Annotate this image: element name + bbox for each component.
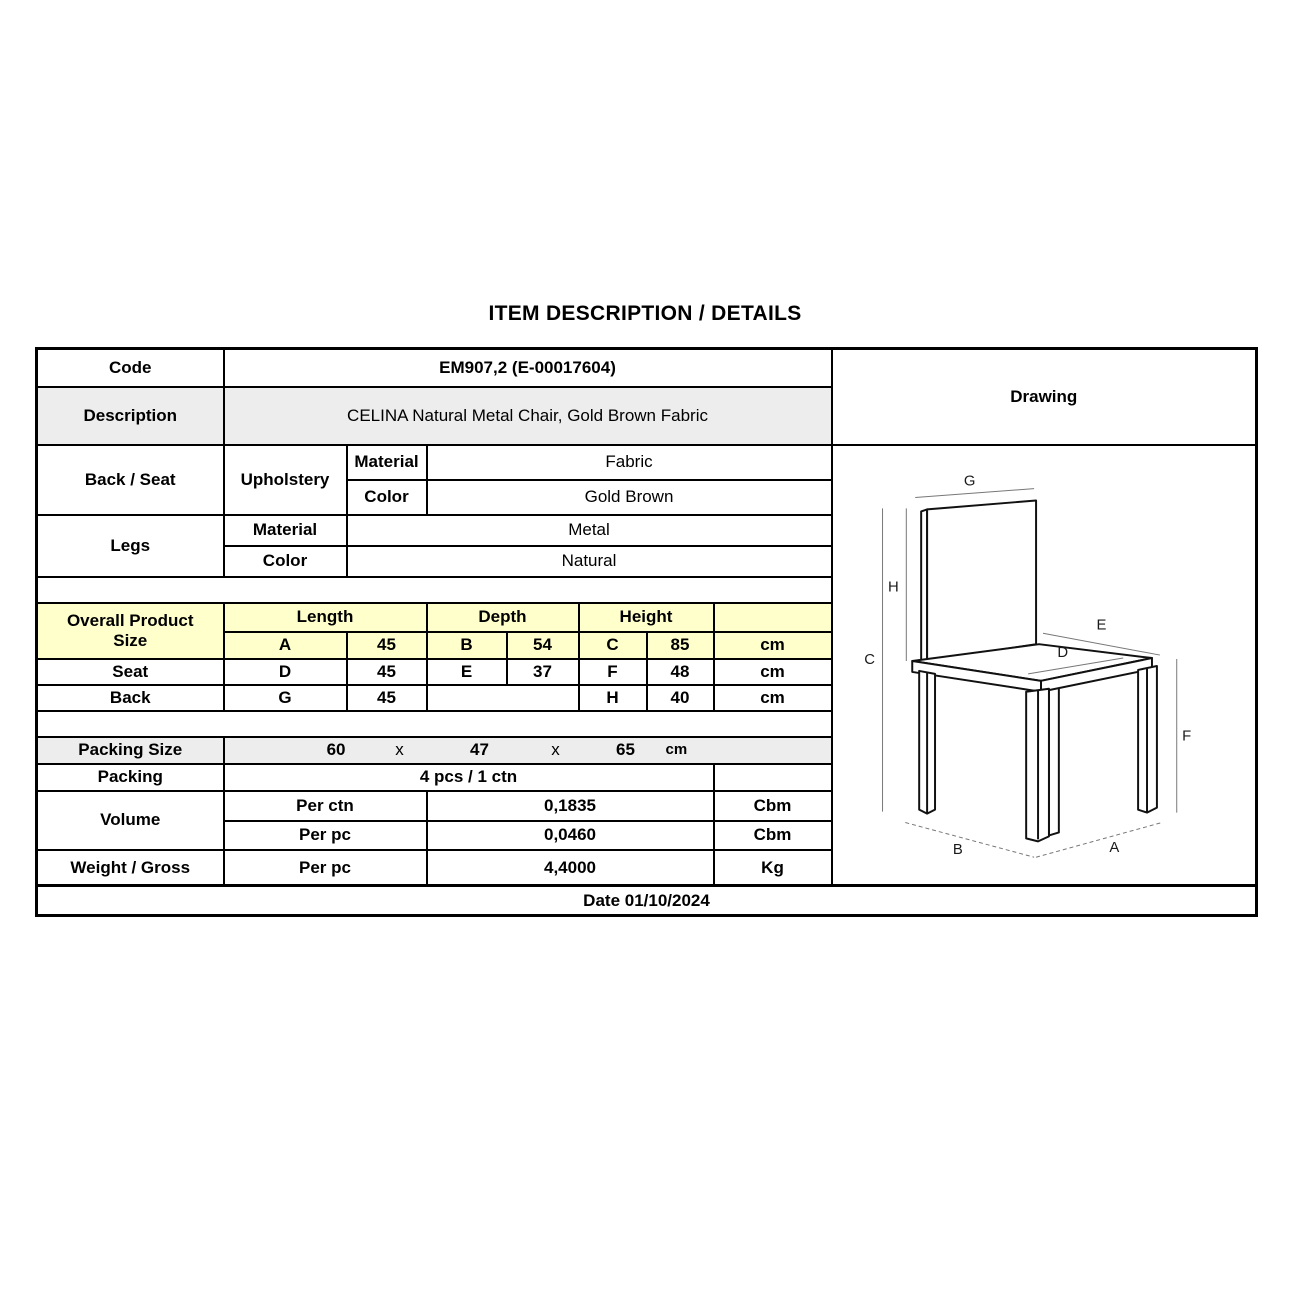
depth-header: Depth	[427, 603, 579, 632]
dim-line-b	[906, 822, 1035, 857]
length-header: Length	[224, 603, 427, 632]
back-height-value: 40	[647, 685, 714, 711]
code-value: EM907,2 (E-00017604)	[224, 349, 832, 387]
back-unit: cm	[714, 685, 832, 711]
volume-per-pc-unit: Cbm	[714, 821, 832, 850]
spacer-cell-2	[37, 711, 832, 737]
spec-table	[35, 347, 1258, 917]
date-row	[37, 886, 1257, 916]
packing-sep-2: x	[551, 740, 560, 760]
overall-depth-key: B	[427, 632, 507, 659]
drawing-header: Drawing	[832, 349, 1257, 445]
description-value: CELINA Natural Metal Chair, Gold Brown Fabric	[224, 387, 832, 445]
overall-depth-value: 54	[507, 632, 579, 659]
volume-per-ctn-unit: Cbm	[714, 791, 832, 821]
legs-color-value: Natural	[347, 546, 832, 577]
size-header-unit-cell	[714, 603, 832, 632]
legs-material-label: Material	[224, 515, 347, 546]
code-row	[37, 349, 1257, 387]
chair-back-leg	[1049, 686, 1059, 835]
dim-label-a: A	[1109, 839, 1120, 856]
back-length-value: 45	[347, 685, 427, 711]
description-label: Description	[37, 387, 224, 445]
dim-label-b: B	[953, 841, 964, 858]
dim-label-d: D	[1057, 644, 1069, 661]
overall-height-key: C	[579, 632, 647, 659]
spacer-cell-1	[37, 577, 832, 603]
dim-label-f: F	[1182, 727, 1192, 744]
date-cell: Date 01/10/2024	[37, 886, 1257, 916]
volume-per-ctn-label: Per ctn	[224, 791, 427, 821]
drawing-area	[832, 445, 1257, 886]
packing-value: 4 pcs / 1 ctn	[224, 764, 714, 791]
back-length-key: G	[224, 685, 347, 711]
volume-per-pc-value: 0,0460	[427, 821, 714, 850]
chair-backrest-front	[927, 500, 1036, 661]
bs-color-value: Gold Brown	[427, 480, 832, 515]
packing-size-values	[224, 737, 832, 764]
packing-sep-1: x	[395, 740, 404, 760]
legs-label: Legs	[37, 515, 224, 577]
seat-depth-key: E	[427, 659, 507, 685]
upholstery-label: Upholstery	[224, 445, 347, 515]
packing-dim-2: 47	[470, 740, 489, 760]
page-title: ITEM DESCRIPTION / DETAILS	[488, 302, 802, 325]
chair-drawing	[833, 446, 1254, 880]
legs-material-value: Metal	[347, 515, 832, 546]
dim-label-h: H	[888, 579, 900, 596]
dim-label-e: E	[1096, 616, 1107, 633]
packing-dim-1: 60	[326, 740, 346, 760]
overall-height-value: 85	[647, 632, 714, 659]
seat-label: Seat	[37, 659, 224, 685]
back-label: Back	[37, 685, 224, 711]
seat-length-value: 45	[347, 659, 427, 685]
weight-value: 4,4000	[427, 850, 714, 886]
seat-length-key: D	[224, 659, 347, 685]
seat-height-value: 48	[647, 659, 714, 685]
overall-size-line2: Size	[113, 630, 148, 650]
overall-size-line1: Overall Product	[66, 610, 194, 630]
weight-label: Weight / Gross	[37, 850, 224, 886]
bs-material-label: Material	[347, 445, 427, 480]
seat-height-key: F	[579, 659, 647, 685]
packing-unit: cm	[665, 741, 688, 759]
back-height-key: H	[579, 685, 647, 711]
bs-material-value: Fabric	[427, 445, 832, 480]
packing-dim-3: 65	[616, 740, 635, 760]
code-label: Code	[37, 349, 224, 387]
dim-label-c: C	[864, 651, 876, 668]
bs-color-label: Color	[347, 480, 427, 515]
height-header: Height	[579, 603, 714, 632]
overall-size-label	[37, 603, 224, 659]
packing-empty-cell	[714, 764, 832, 791]
overall-length-value: 45	[347, 632, 427, 659]
volume-per-ctn-value: 0,1835	[427, 791, 714, 821]
back-depth-empty	[427, 685, 579, 711]
packing-size-label: Packing Size	[37, 737, 224, 764]
seat-unit: cm	[714, 659, 832, 685]
volume-per-pc-label: Per pc	[224, 821, 427, 850]
dim-label-g: G	[964, 473, 976, 490]
volume-label: Volume	[37, 791, 224, 850]
overall-length-key: A	[224, 632, 347, 659]
back-seat-label: Back / Seat	[37, 445, 224, 515]
dim-line-g	[915, 488, 1034, 497]
back-seat-row-1	[37, 445, 1257, 480]
overall-unit: cm	[714, 632, 832, 659]
packing-label: Packing	[37, 764, 224, 791]
weight-unit: Kg	[714, 850, 832, 886]
seat-depth-value: 37	[507, 659, 579, 685]
weight-per-label: Per pc	[224, 850, 427, 886]
legs-color-label: Color	[224, 546, 347, 577]
